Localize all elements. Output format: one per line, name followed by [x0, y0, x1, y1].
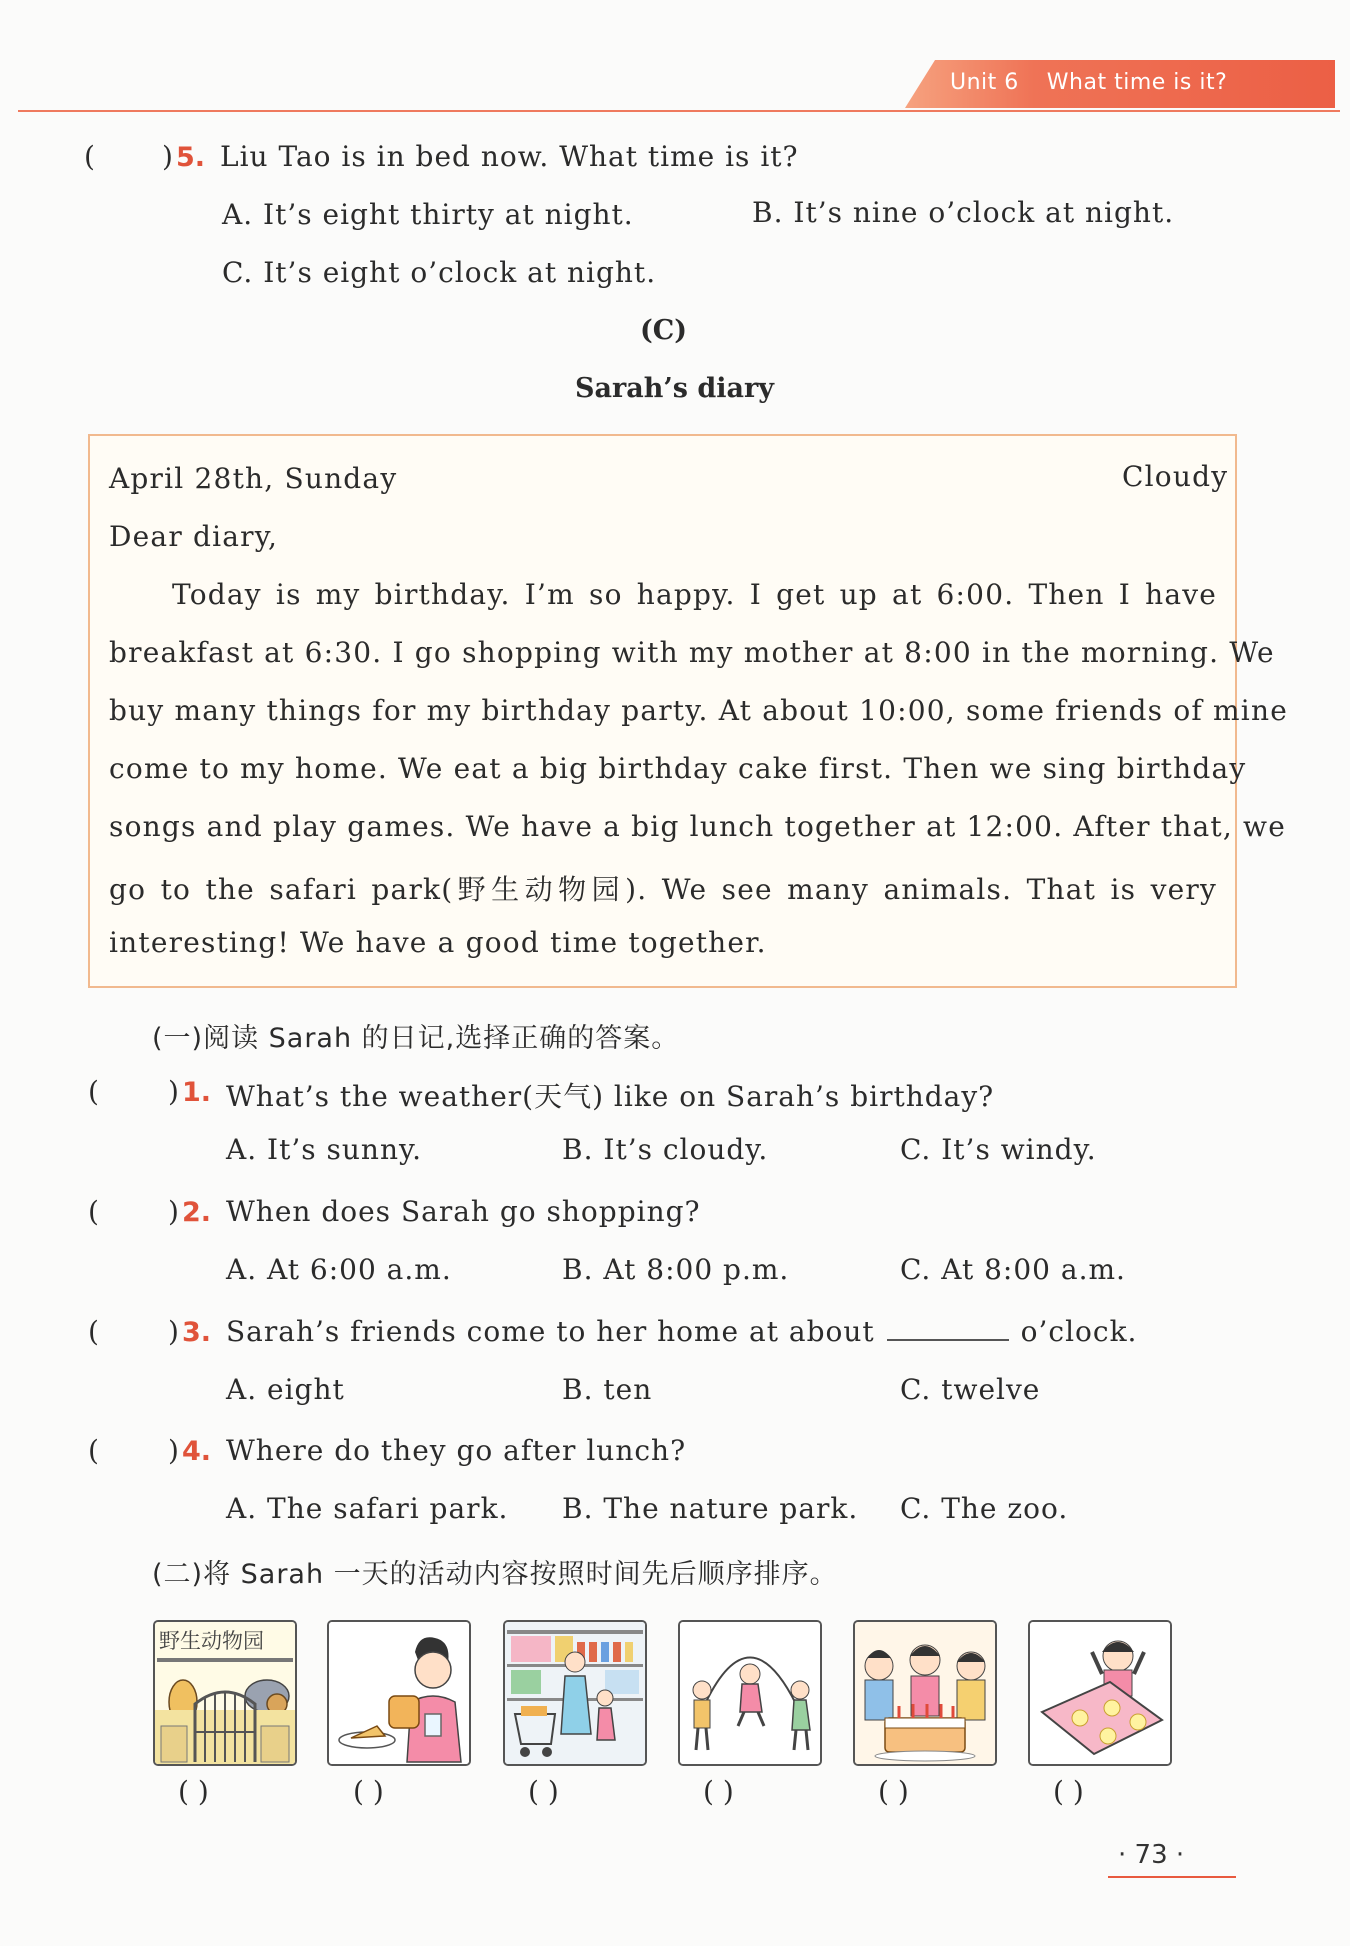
- option-b: B. It’s cloudy.: [562, 1133, 769, 1166]
- answer-paren-open: (: [88, 1195, 99, 1228]
- answer-blank[interactable]: [887, 1315, 1009, 1341]
- diary-date: April 28th, Sunday: [109, 462, 398, 495]
- answer-paren-open: (: [84, 140, 95, 173]
- answer-paren-close: ): [168, 1075, 179, 1108]
- option-a: A. eight: [226, 1373, 345, 1406]
- diary-line: breakfast at 6:30. I go shopping with my mother at 8:00 in the morning. We: [109, 636, 1275, 669]
- question-text: What’s the weather(天气) like on Sarah’s birthday?: [226, 1080, 995, 1113]
- question-text-after-blank: o’clock.: [1020, 1315, 1138, 1348]
- order-answer-blank[interactable]: ( ): [703, 1775, 734, 1808]
- option-a: A. At 6:00 a.m.: [226, 1253, 452, 1286]
- order-answer-blank[interactable]: ( ): [878, 1775, 909, 1808]
- answer-paren-close: ): [168, 1434, 179, 1467]
- diary-line: interesting! We have a good time together.: [109, 926, 767, 959]
- question-number: 3.: [182, 1317, 212, 1348]
- option-a: A. The safari park.: [226, 1492, 509, 1525]
- getting-up-picture: [1028, 1620, 1172, 1766]
- answer-paren-open: (: [88, 1434, 99, 1467]
- question-text: When does Sarah go shopping?: [226, 1195, 701, 1228]
- option-c: C. It’s eight o’clock at night.: [222, 256, 657, 289]
- question-number: 4.: [182, 1436, 212, 1467]
- question-number: 5.: [176, 142, 206, 173]
- diary-title: Sarah’s diary: [575, 373, 774, 404]
- order-answer-blank[interactable]: ( ): [528, 1775, 559, 1808]
- option-b: B. The nature park.: [562, 1492, 859, 1525]
- diary-greeting: Dear diary,: [109, 520, 279, 553]
- answer-paren-open: (: [88, 1075, 99, 1108]
- option-c: C. The zoo.: [900, 1492, 1069, 1525]
- order-answer-blank[interactable]: ( ): [178, 1775, 209, 1808]
- answer-paren-close: ): [168, 1315, 179, 1348]
- option-b: B. ten: [562, 1373, 653, 1406]
- breakfast-picture: [327, 1620, 471, 1766]
- part1-instruction: (一)阅读 Sarah 的日记,选择正确的答案。: [152, 1023, 680, 1054]
- option-c: C. At 8:00 a.m.: [900, 1253, 1126, 1286]
- part2-instruction: (二)将 Sarah 一天的活动内容按照时间先后顺序排序。: [152, 1559, 838, 1590]
- question-text: Liu Tao is in bed now. What time is it?: [220, 140, 799, 173]
- safari-park-picture: [153, 1620, 297, 1766]
- unit-header-text: [950, 70, 1227, 95]
- diary-line: songs and play games. We have a big lunch together at 12:00. After that, we: [109, 810, 1286, 843]
- question-number: 2.: [182, 1197, 212, 1228]
- diary-line: come to my home. We eat a big birthday cake first. Then we sing birthday: [109, 752, 1247, 785]
- order-answer-blank[interactable]: ( ): [1053, 1775, 1084, 1808]
- safari-park-sign: 野生动物园: [159, 1629, 264, 1653]
- question-text-before-blank: Sarah’s friends come to her home at about: [226, 1315, 875, 1348]
- unit-title: What time is it?: [1046, 70, 1228, 95]
- option-b: B. At 8:00 p.m.: [562, 1253, 790, 1286]
- answer-paren-close: ): [162, 140, 173, 173]
- question-text: Where do they go after lunch?: [226, 1434, 687, 1467]
- unit-label: Unit 6: [950, 70, 1019, 95]
- page-number: · 73 ·: [1118, 1840, 1185, 1870]
- diary-line: buy many things for my birthday party. At about 10:00, some friends of mine: [109, 694, 1288, 727]
- answer-paren-open: (: [88, 1315, 99, 1348]
- option-b: B. It’s nine o’clock at night.: [752, 196, 1175, 229]
- page-number-underline: [1108, 1876, 1236, 1878]
- diary-line: Today is my birthday. I’m so happy. I get up at 6:00. Then I have: [172, 578, 1217, 611]
- diary-line: go to the safari park(野生动物园). We see many animals. That is very: [109, 873, 1217, 906]
- answer-paren-close: ): [168, 1195, 179, 1228]
- birthday-cake-picture: [853, 1620, 997, 1766]
- option-c: C. It’s windy.: [900, 1133, 1097, 1166]
- playing-games-picture: [678, 1620, 822, 1766]
- option-a: A. It’s sunny.: [226, 1133, 422, 1166]
- diary-weather: Cloudy: [1122, 460, 1229, 493]
- shopping-picture: [503, 1620, 647, 1766]
- section-label: (C): [640, 315, 688, 346]
- option-a: A. It’s eight thirty at night.: [222, 198, 634, 231]
- option-c: C. twelve: [900, 1373, 1041, 1406]
- order-answer-blank[interactable]: ( ): [353, 1775, 384, 1808]
- question-text: [226, 1315, 1137, 1348]
- question-number: 1.: [182, 1077, 212, 1108]
- header-divider: [18, 110, 1340, 112]
